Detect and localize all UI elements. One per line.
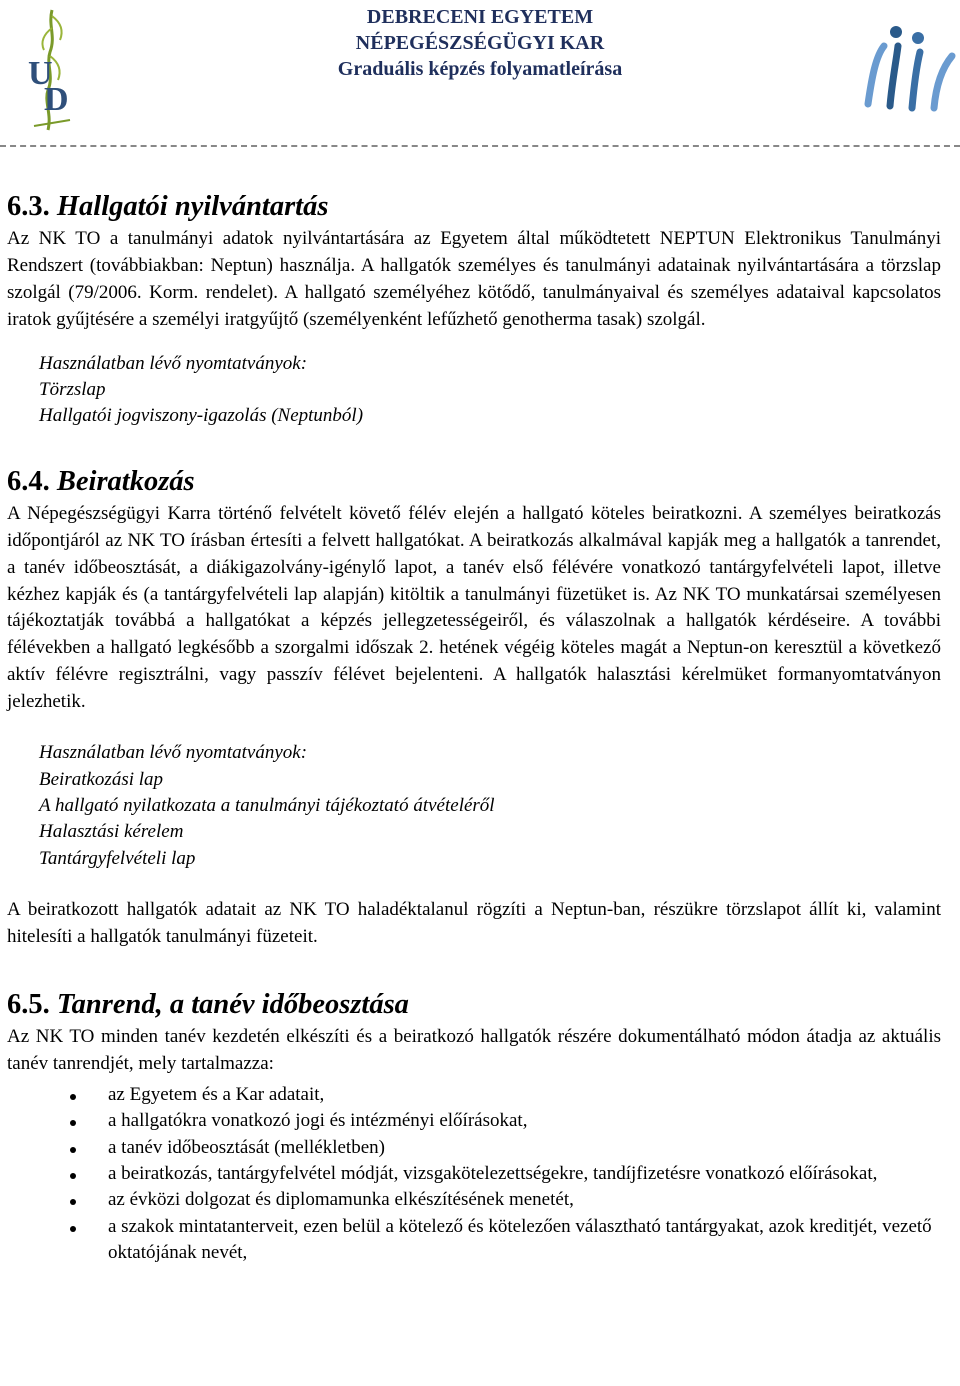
bullet-icon [70, 1173, 76, 1179]
faculty-name: NÉPEGÉSZSÉGÜGYI KAR [355, 32, 605, 54]
bullet-icon [70, 1094, 76, 1100]
form-item: Tantárgyfelvételi lap [39, 847, 196, 869]
bullet-icon [70, 1226, 76, 1232]
svg-text:D: D [44, 81, 69, 118]
list-item: a tanév időbeosztását (mellékletben) [7, 1135, 941, 1161]
list-item: a beiratkozás, tantárgyfelvétel módját, vizsgakötelezettségekre, tandíjfizetésre vonatkozó előírásokat, [7, 1161, 941, 1187]
form-item: Halasztási kérelem [39, 821, 184, 843]
university-name: DEBRECENI EGYETEM [366, 6, 594, 28]
university-logo [26, 6, 78, 138]
document-title: Graduális képzés folyamatleírása [337, 58, 623, 80]
section-heading: 6.4. Beiratkozás [7, 465, 195, 497]
section-heading: 6.3. Hallgatói nyilvántartás [7, 191, 329, 222]
paragraph: A Népegészségügyi Karra történő felvételt követő félév elején a hallgató köteles beiratkozni. A személyes beiratkozás időpontjáról az NK TO írásban értesíti a felvett hallgatókat. A beiratkozás alkalmával kapják meg a hallgatók a tanrendet, a tanév időbeosztását, a diákigazolvány-igénylő lapot, a tanév első félévére vonatkozó tantárgyfelvételi lapot, illetve kézhez kapják és (a tantárgyfelvételi lap alapján) kitöltik a tanulmányi füzetüket is. Az NK TO munkatársai személyesen tájékoztatják továbbá a hallgatókat a képzés jellegzetességeiről, és válaszolnak a hallgatók kérdéseire. A további félévekben a hallgató legkésőbb a szorgalmi időszak 2. hetének végéig köteles magát a Neptun-on keresztül a következő aktív félévre regisztrálni, vagy passzív félévet bejelenteni. A hallgatók halasztási kérelmüket formanyomtatványon jelezhetik. [7, 502, 941, 713]
forms-list [39, 740, 941, 872]
form-item: Hallgatói jogviszony-igazolás (Neptunból) [39, 405, 364, 427]
page-header [0, 0, 960, 150]
list-item: a szakok mintatanterveit, ezen belül a kötelező és kötelezően választható tantárgyakat, azok kreditjét, vezető oktatójának nevét, [7, 1214, 941, 1267]
forms-label: Használatban lévő nyomtatványok: [39, 352, 308, 374]
forms-list [39, 351, 941, 430]
bullet-icon [70, 1120, 76, 1126]
paragraph: A beiratkozott hallgatók adatait az NK TO haladéktalanul rögzíti a Neptun-ban, részükre törzslapot állít ki, valamint hitelesíti a hallgatók tanulmányi füzeteit. [7, 899, 941, 948]
bullet-list [7, 1082, 941, 1267]
paragraph: Az NK TO a tanulmányi adatok nyilvántartására az Egyetem által működtetett NEPTUN Elektronikus Tanulmányi Rendszert (továbbiakban: Neptun) használja. A hallgatók személyes és tanulmányi adatainak nyilvántartására a törzslap szolgál (79/2006. Korm. rendelet). A hallgató személyéhez kötődő, tanulmányaival és személyes adataival kapcsolatos iratok gyűjtésére a személyi iratgyűjtő (személyenként lefűzhető genotherma tasak) szolgál. [7, 228, 941, 330]
section-heading: 6.5. Tanrend, a tanév időbeosztása [7, 988, 409, 1020]
header-divider [0, 145, 960, 147]
list-item: az évközi dolgozat és diplomamunka elkészítésének menetét, [7, 1187, 941, 1213]
form-item: Beiratkozási lap [39, 768, 164, 790]
bullet-icon [70, 1147, 76, 1153]
form-item: A hallgató nyilatkozata a tanulmányi tájékoztató átvételéről [39, 794, 495, 816]
form-item: Törzslap [39, 379, 106, 401]
document-body [7, 193, 941, 1267]
paragraph: Az NK TO minden tanév kezdetén elkészíti és a beiratkozó hallgatók részére dokumentálható módon átadja az aktuális tanév tanrendjét, mely tartalmazza: [7, 1025, 941, 1074]
forms-label: Használatban lévő nyomtatványok: [39, 742, 308, 764]
bullet-icon [70, 1199, 76, 1205]
faculty-logo [862, 16, 958, 118]
list-item: az Egyetem és a Kar adatait, [7, 1082, 941, 1108]
header-title-block [270, 4, 690, 82]
svg-text:U: U [28, 55, 53, 92]
list-item: a hallgatókra vonatkozó jogi és intézményi előírásokat, [7, 1108, 941, 1134]
